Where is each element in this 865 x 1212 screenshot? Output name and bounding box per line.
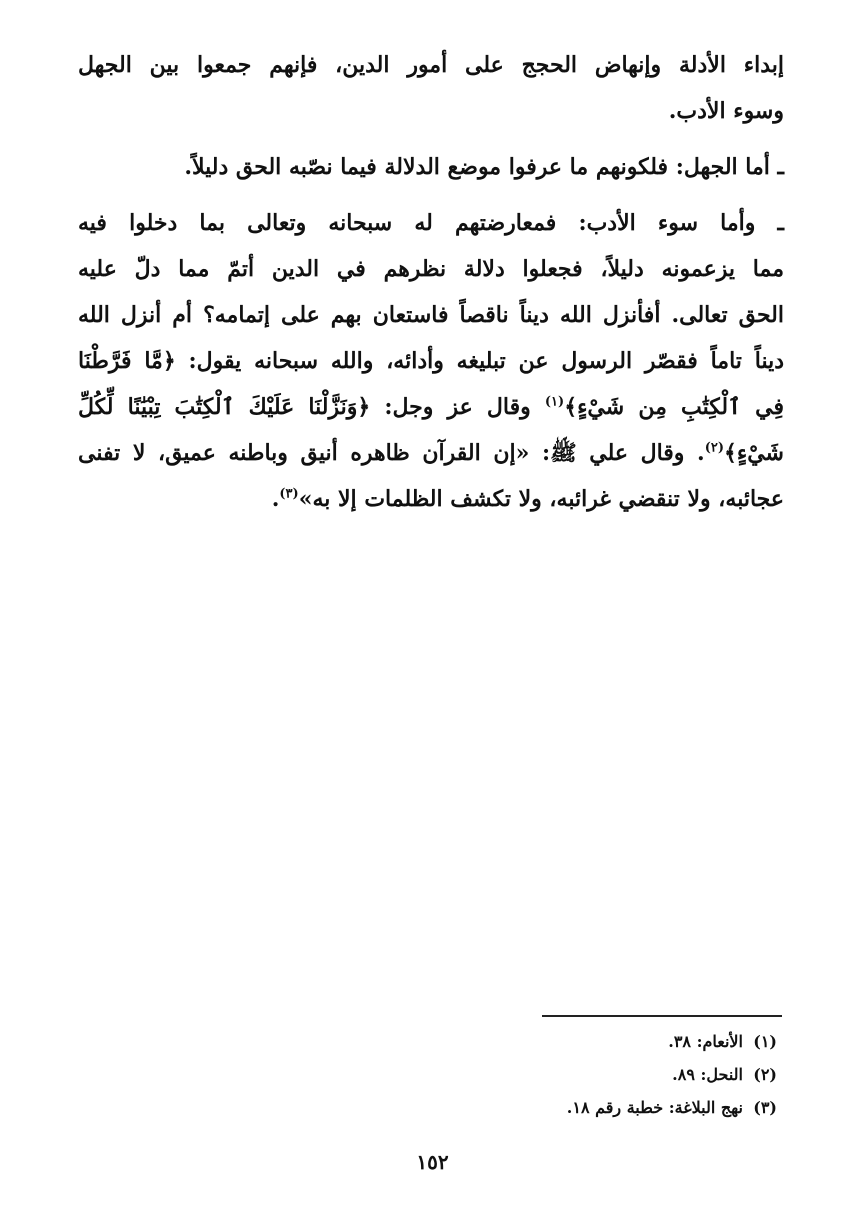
footnote-marker: (١) [544, 394, 565, 410]
text-run: . وقال علي ﷺ: «إن القرآن ظاهره أنيق وباطنه عميق، لا تفنى [78, 440, 705, 466]
text-run: وقال عز وجل: ﴿وَنَزَّلْنَا عَلَيْكَ ٱلْكِتَٰبَ تِبْيَٰنًا لِّكُلِّ [78, 394, 545, 420]
footnote-item [567, 1058, 777, 1091]
footnote-item [567, 1091, 777, 1124]
footnote-text: الأنعام: ٣٨. [668, 1032, 743, 1051]
footnote-number: (١) [753, 1032, 777, 1051]
footnote-text: نهج البلاغة: خطبة رقم ١٨. [566, 1098, 743, 1117]
text-line: ديناً تاماً فقصّر الرسول عن تبليغه وأدائه، والله سبحانه يقول: ﴿مَّا فَرَّطْنَا [78, 348, 784, 374]
text-line [78, 430, 784, 476]
text-line: إبداء الأدلة وإنهاض الحجج على أمور الدين، فإنهم جمعوا بين الجهل [78, 52, 784, 78]
quran-verse: فِي ٱلْكِتَٰبِ مِن شَيْءٍ﴾ [564, 394, 784, 420]
text-line: وسوء الأدب. [668, 98, 784, 124]
text-run: عجائبه، ولا تنقضي غرائبه، ولا تكشف الظلمات إلا به» [298, 486, 784, 512]
footnote-number: (٣) [753, 1098, 777, 1117]
text-line [78, 476, 784, 522]
quran-verse: شَيْءٍ﴾ [723, 440, 784, 466]
paragraph-gap [78, 190, 784, 200]
footnote-separator [542, 1015, 782, 1017]
text-line: الحق تعالى. أفأنزل الله ديناً ناقصاً فاستعان بهم على إتمامه؟ أم أنزل الله [78, 302, 784, 328]
footnote-number: (٢) [753, 1065, 777, 1084]
footnote-item [567, 1025, 777, 1058]
body-text [78, 42, 784, 522]
text-line [78, 384, 784, 430]
footnote-text: النحل: ٨٩. [672, 1065, 743, 1084]
text-line: مما يزعمونه دليلاً، فجعلوا دلالة نظرهم في الدين أتمّ مما دلّ عليه [78, 256, 784, 282]
footnotes [567, 1025, 777, 1124]
page-number: ١٥٢ [416, 1150, 449, 1174]
text-line: ـ أما الجهل: فلكونهم ما عرفوا موضع الدلالة فيما نصّبه الحق دليلاً. [184, 154, 784, 180]
footnote-marker: (٣) [279, 486, 299, 502]
text-run: . [271, 486, 280, 512]
paragraph-gap [78, 134, 784, 144]
text-line: ـ وأما سوء الأدب: فمعارضتهم له سبحانه وتعالى بما دخلوا فيه [78, 210, 784, 236]
footnote-marker: (٢) [704, 440, 724, 456]
